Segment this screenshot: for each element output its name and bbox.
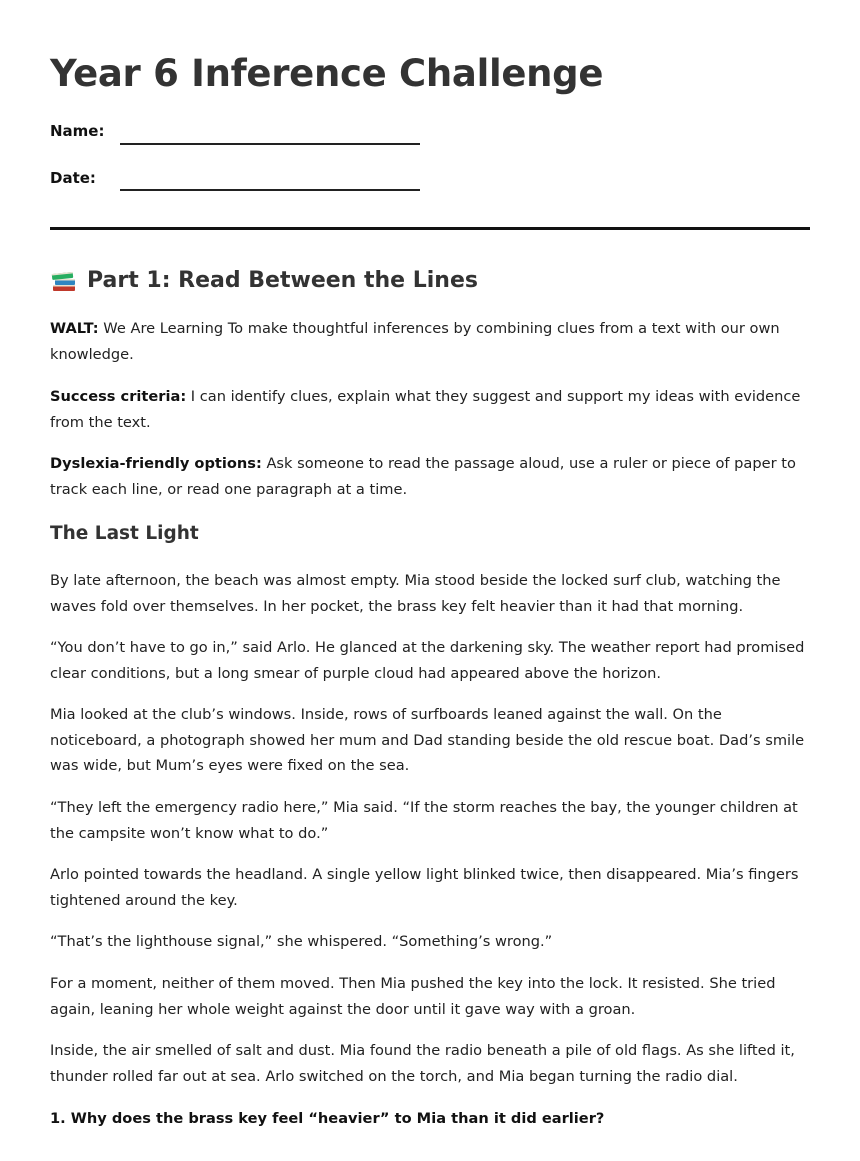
story-paragraph: “They left the emergency radio here,” Mia said. “If the storm reaches the bay, the younger children at the campsite won’t know what to do.” (50, 799, 798, 842)
page-title: Year 6 Inference Challenge (50, 52, 604, 95)
date-field-line[interactable] (120, 189, 420, 191)
story-paragraph: For a moment, neither of them moved. Then Mia pushed the key into the lock. It resisted. She tried again, leaning her whole weight against the door until it gave way with a groan. (50, 975, 776, 1018)
date-label: Date: (50, 169, 96, 187)
walt-paragraph (50, 316, 810, 367)
success-criteria-paragraph (50, 384, 810, 435)
books-icon (50, 266, 78, 294)
part1-heading-text: Part 1: Read Between the Lines (87, 267, 478, 293)
dyslexia-options-paragraph (50, 451, 810, 502)
story-paragraph: Arlo pointed towards the headland. A single yellow light blinked twice, then disappeared. Mia’s fingers tightened around the key. (50, 866, 799, 909)
section-divider (50, 227, 810, 230)
story-paragraph: “You don’t have to go in,” said Arlo. He glanced at the darkening sky. The weather report had promised clear conditions, but a long smear of purple cloud had appeared above the horizon. (50, 639, 805, 682)
story-paragraph: By late afternoon, the beach was almost empty. Mia stood beside the locked surf club, watching the waves fold over themselves. In her pocket, the brass key felt heavier than it had that morning. (50, 572, 781, 615)
part1-heading (50, 266, 478, 294)
success-criteria-text: I can identify clues, explain what they suggest and support my ideas with evidence from the text. (50, 388, 801, 431)
story-paragraph: “That’s the lighthouse signal,” she whispered. “Something’s wrong.” (50, 933, 553, 950)
name-label: Name: (50, 122, 105, 140)
success-criteria-label: Success criteria: (50, 388, 187, 405)
name-field-line[interactable] (120, 143, 420, 145)
question-1: 1. Why does the brass key feel “heavier” to Mia than it did earlier? (50, 1110, 605, 1127)
walt-text: We Are Learning To make thoughtful inferences by combining clues from a text with our own knowledge. (50, 320, 780, 363)
dyslexia-options-text: Ask someone to read the passage aloud, use a ruler or piece of paper to track each line, or read one paragraph at a time. (50, 455, 796, 498)
dyslexia-options-label: Dyslexia-friendly options: (50, 455, 262, 472)
story-paragraph: Mia looked at the club’s windows. Inside, rows of surfboards leaned against the wall. On the noticeboard, a photograph showed her mum and Dad standing beside the old rescue boat. Dad’s smile was wide, but Mum’s eyes were fixed on the sea. (50, 706, 805, 774)
walt-label: WALT: (50, 320, 99, 337)
story-paragraph: Inside, the air smelled of salt and dust. Mia found the radio beneath a pile of old flags. As she lifted it, thunder rolled far out at sea. Arlo switched on the torch, and Mia began turning the radio dial. (50, 1042, 795, 1085)
story-title: The Last Light (50, 523, 199, 544)
